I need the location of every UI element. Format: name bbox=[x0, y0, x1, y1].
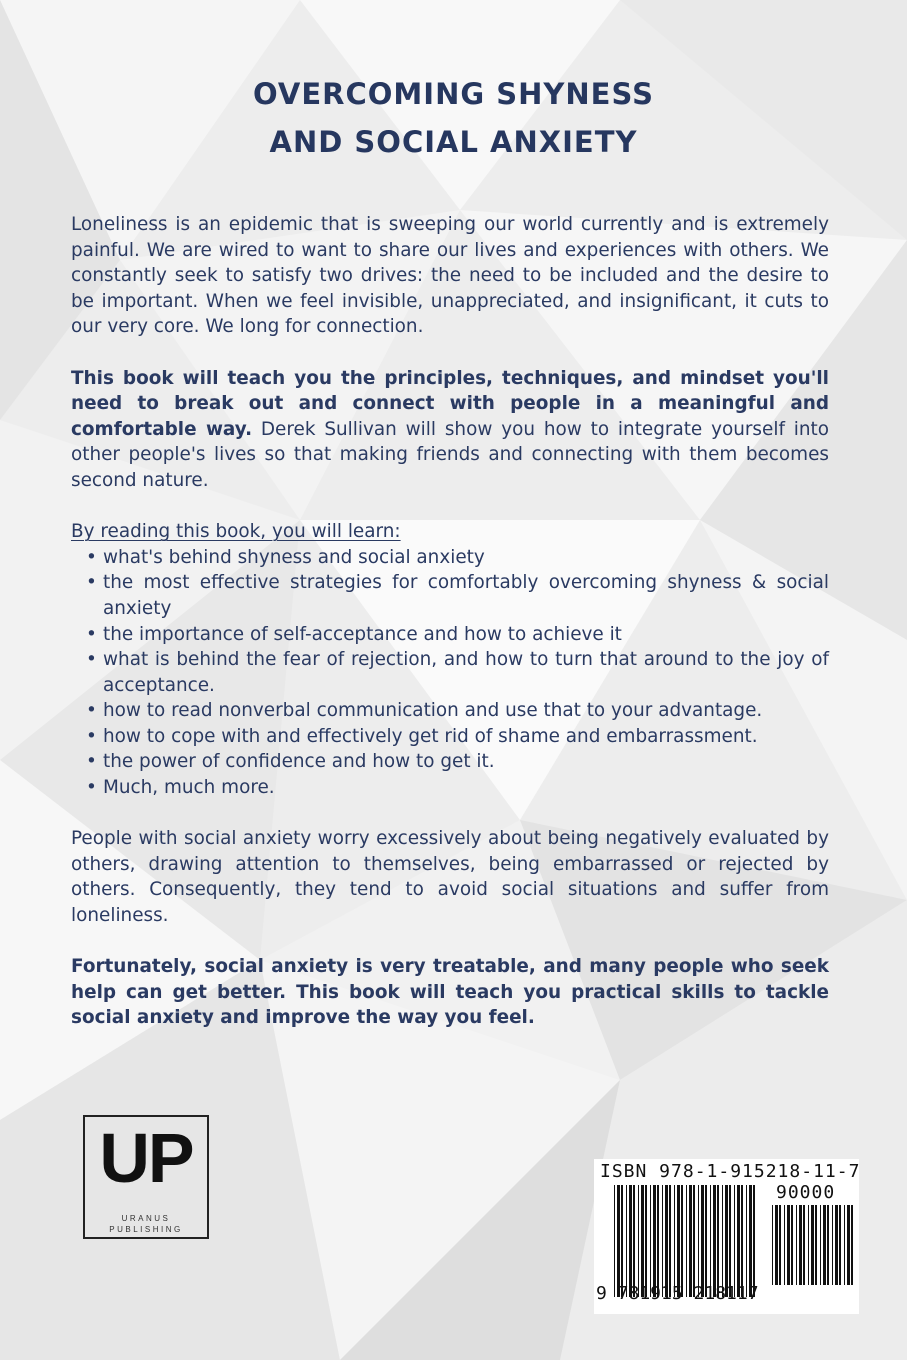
barcode-bar bbox=[657, 1185, 659, 1297]
barcode-bar bbox=[741, 1185, 743, 1297]
barcode-bar bbox=[823, 1205, 826, 1285]
barcode-bar bbox=[713, 1185, 716, 1297]
teach-bold: This book will teach you the principles, techniques, and mindset you'll need to break out and connect with people in a meaningful and comfortable way. bbox=[71, 367, 829, 440]
barcode-bar bbox=[779, 1205, 781, 1285]
publisher-mark: UP bbox=[99, 1119, 193, 1197]
barcode-bar bbox=[665, 1185, 668, 1297]
barcode-bar bbox=[835, 1205, 838, 1285]
barcode-digits: 9 781915 218117 bbox=[596, 1283, 759, 1304]
barcode-bar bbox=[796, 1205, 797, 1285]
barcode-bar bbox=[650, 1185, 651, 1297]
closing-paragraph bbox=[71, 954, 829, 1031]
barcode-bar bbox=[749, 1185, 752, 1297]
barcode-bar bbox=[815, 1205, 817, 1285]
barcode-bar bbox=[653, 1185, 656, 1297]
barcode-bar bbox=[847, 1205, 850, 1285]
barcode-bar bbox=[851, 1205, 853, 1285]
barcode-bar bbox=[641, 1185, 644, 1297]
list-item: • how to read nonverbal communication and use that to your advantage. bbox=[103, 698, 829, 724]
barcode-bar bbox=[799, 1205, 802, 1285]
list-item: • what is behind the fear of rejection, and how to turn that around to the joy of acceptance. bbox=[103, 647, 829, 698]
title-line-2: AND SOCIAL ANXIETY bbox=[269, 125, 638, 159]
barcode-bar bbox=[729, 1185, 731, 1297]
barcode-bar bbox=[772, 1205, 773, 1285]
list-item: • what's behind shyness and social anxiety bbox=[103, 545, 829, 571]
barcode-bar bbox=[674, 1185, 675, 1297]
book-title bbox=[0, 70, 907, 166]
barcode-bar bbox=[681, 1185, 683, 1297]
publisher-name-line-1: URANUS bbox=[121, 1214, 171, 1223]
barcode-bar bbox=[689, 1185, 692, 1297]
barcode-bar bbox=[638, 1185, 639, 1297]
list-item: • the power of confidence and how to get it. bbox=[103, 749, 829, 775]
barcode-bar bbox=[701, 1185, 704, 1297]
barcode-bar bbox=[686, 1185, 687, 1297]
barcode-bar bbox=[775, 1205, 778, 1285]
list-item: • the most effective strategies for comfortably overcoming shyness & social anxiety bbox=[103, 570, 829, 621]
addon-code: 90000 bbox=[776, 1182, 836, 1203]
intro-paragraph: Loneliness is an epidemic that is sweeping our world currently and is extremely painful. We are wired to want to share our lives and experiences with others. We constantly seek to satisfy two drives: the need to be included and the desire to be important. When we feel invisible, unappreciated, and insignificant, it cuts to our very core. We long for connection. bbox=[71, 214, 829, 338]
barcode-bar bbox=[784, 1205, 785, 1285]
isbn-barcode bbox=[594, 1159, 859, 1314]
list-item: • Much, much more. bbox=[103, 775, 829, 801]
people-paragraph: People with social anxiety worry excessively about being negatively evaluated by others, drawing attention to themselves, being embarrassed or rejected by others. Consequently, they tend to avoid social situations and suffer from loneliness. bbox=[71, 828, 829, 927]
barcode-bar bbox=[629, 1185, 632, 1297]
barcode-bar bbox=[693, 1185, 695, 1297]
barcode-bar bbox=[832, 1205, 833, 1285]
barcode-bar bbox=[787, 1205, 790, 1285]
barcode-bar bbox=[803, 1205, 805, 1285]
barcode-bar bbox=[677, 1185, 680, 1297]
barcode-bar bbox=[710, 1185, 711, 1297]
barcode-bar bbox=[698, 1185, 699, 1297]
barcode-bar bbox=[621, 1185, 623, 1297]
list-item: • the importance of self-acceptance and how to achieve it bbox=[103, 622, 829, 648]
barcode-bar bbox=[722, 1185, 723, 1297]
barcode-bar bbox=[820, 1205, 821, 1285]
learn-list bbox=[71, 545, 829, 801]
barcode-bar bbox=[717, 1185, 719, 1297]
list-item: • how to cope with and effectively get rid of shame and embarrassment. bbox=[103, 724, 829, 750]
barcode-bar bbox=[645, 1185, 647, 1297]
learn-lead: By reading this book, you will learn: bbox=[71, 521, 401, 543]
barcode-bar bbox=[808, 1205, 809, 1285]
barcode-bar bbox=[633, 1185, 635, 1297]
teach-paragraph bbox=[71, 366, 829, 494]
barcode-bar bbox=[734, 1185, 735, 1297]
barcode-bar bbox=[737, 1185, 740, 1297]
barcode-bar bbox=[753, 1185, 755, 1297]
barcode-bar bbox=[839, 1205, 841, 1285]
barcode-bar bbox=[626, 1185, 627, 1297]
barcode-bar bbox=[725, 1185, 728, 1297]
title-line-1: OVERCOMING SHYNESS bbox=[253, 77, 654, 111]
barcode-bar bbox=[662, 1185, 663, 1297]
barcode-bar bbox=[614, 1185, 615, 1297]
barcode-bar bbox=[844, 1205, 845, 1285]
publisher-logo bbox=[83, 1115, 209, 1239]
barcode-bar bbox=[746, 1185, 747, 1297]
closing-bold: Fortunately, social anxiety is very treatable, and many people who seek help can get better. This book will teach you practical skills to tackle social anxiety and improve the way you feel. bbox=[71, 956, 829, 1029]
blurb bbox=[71, 212, 829, 1057]
barcode-bar bbox=[705, 1185, 707, 1297]
isbn-label: ISBN 978-1-915218-11-7 bbox=[600, 1161, 861, 1182]
barcode-bar bbox=[811, 1205, 814, 1285]
teach-rest: Derek Sullivan will show you how to integrate yourself into other people's lives so that making friends and connecting with them becomes second nature. bbox=[71, 418, 829, 491]
publisher-name-line-2: PUBLISHING bbox=[109, 1225, 183, 1234]
barcode-bar bbox=[827, 1205, 829, 1285]
barcode-bar bbox=[669, 1185, 671, 1297]
barcode-bar bbox=[617, 1185, 620, 1297]
barcode-bar bbox=[791, 1205, 793, 1285]
